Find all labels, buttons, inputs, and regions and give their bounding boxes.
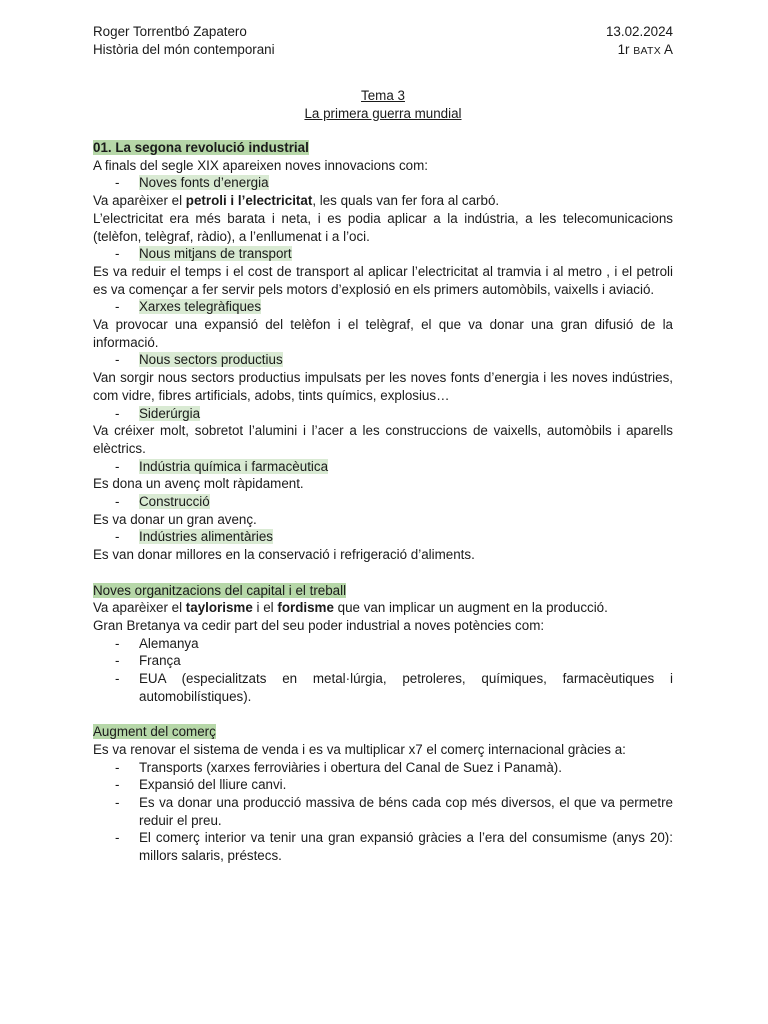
list-item: - Noves fonts d’energia — [115, 175, 269, 191]
document-header — [93, 23, 673, 59]
section-heading-1: 01. La segona revolució industrial — [93, 140, 309, 155]
paragraph: A finals del segle XIX apareixen noves innovacions com: — [93, 157, 428, 173]
paragraph: Van sorgir nous sectors productius impulsats per les noves fonts d’energia i les noves indústries, com vidre, fibres artificials, adobs, tints químics, explosius… — [93, 370, 673, 403]
list-item: - Transports (xarxes ferroviàries i obertura del Canal de Suez i Panamà). — [115, 759, 562, 775]
paragraph: Es dona un avenç molt ràpidament. — [93, 476, 304, 492]
list-item: - Nous mitjans de transport — [115, 246, 292, 262]
list-item: - Expansió del lliure canvi. — [115, 777, 287, 793]
paragraph: Va créixer molt, sobretot l’alumini i l’acer a les construccions de vaixells, automòbils i aparells elèctrics. — [93, 423, 673, 456]
list-item: - Indústries alimentàries — [115, 529, 273, 545]
list-item: - Indústria química i farmacèutica — [115, 458, 329, 474]
list-item: - Nous sectors productius — [115, 352, 283, 368]
section-heading-2: Noves organitzacions del capital i el treball — [93, 582, 347, 598]
paragraph: L’electricitat era més barata i neta, i es podia aplicar a la indústria, a les telecomunicacions (telèfon, telègraf, ràdio), a l’enllumenat i a l’oci. — [93, 210, 673, 244]
document-title: La primera guerra mundial — [304, 105, 462, 121]
list-item: - França — [115, 653, 181, 669]
document-date: 13.02.2024 — [605, 24, 673, 39]
list-item: - Construcció — [115, 494, 210, 510]
topic-number: Tema 3 — [361, 88, 405, 103]
course-label: 1r BATX A — [617, 42, 673, 57]
section-heading-3: Augment del comerç — [93, 724, 216, 740]
list-item: - Xarxes telegràfiques — [115, 299, 262, 315]
document-body — [93, 139, 673, 865]
paragraph: Va aparèixer el taylorisme i el fordisme que van implicar un augment en la producció. — [93, 600, 608, 616]
subject-name: Història del món contemporani — [93, 42, 275, 57]
author-name: Roger Torrentbó Zapatero — [93, 24, 247, 39]
paragraph: Es va reduir el temps i el cost de transport al aplicar l’electricitat al tramvia i al metro , i el petroli es va començar a fer servir pels motors d’explosió en els primers automòbils, vaixells i aviació. — [93, 263, 673, 297]
paragraph: Va provocar una expansió del telèfon i el telègraf, el que va donar una gran difusió de la informació. — [93, 317, 673, 350]
paragraph: Es va donar un gran avenç. — [93, 511, 257, 527]
paragraph: Es van donar millores en la conservació i refrigeració d’aliments. — [93, 547, 475, 563]
list-item: - Alemanya — [115, 635, 199, 651]
list-item: - El comerç interior va tenir una gran expansió gràcies a l’era del consumisme (anys 20): millors salaris, préstecs. — [115, 830, 673, 864]
paragraph: Gran Bretanya va cedir part del seu poder industrial a noves potències com: — [93, 617, 545, 633]
list-item: - Es va donar una producció massiva de béns cada cop més diversos, el que va permetre reduir el preu. — [115, 794, 673, 828]
list-item: - EUA (especialitzats en metal·lúrgia, petroleres, químiques, farmacèutiques i automobilístiques). — [115, 671, 673, 704]
paragraph: Va aparèixer el petroli i l’electricitat, les quals van fer fora al carbó. — [93, 193, 500, 209]
list-item: - Siderúrgia — [115, 405, 201, 421]
paragraph: Es va renovar el sistema de venda i es va multiplicar x7 el comerç internacional gràcies a: — [93, 741, 626, 757]
document-titles — [93, 87, 673, 122]
